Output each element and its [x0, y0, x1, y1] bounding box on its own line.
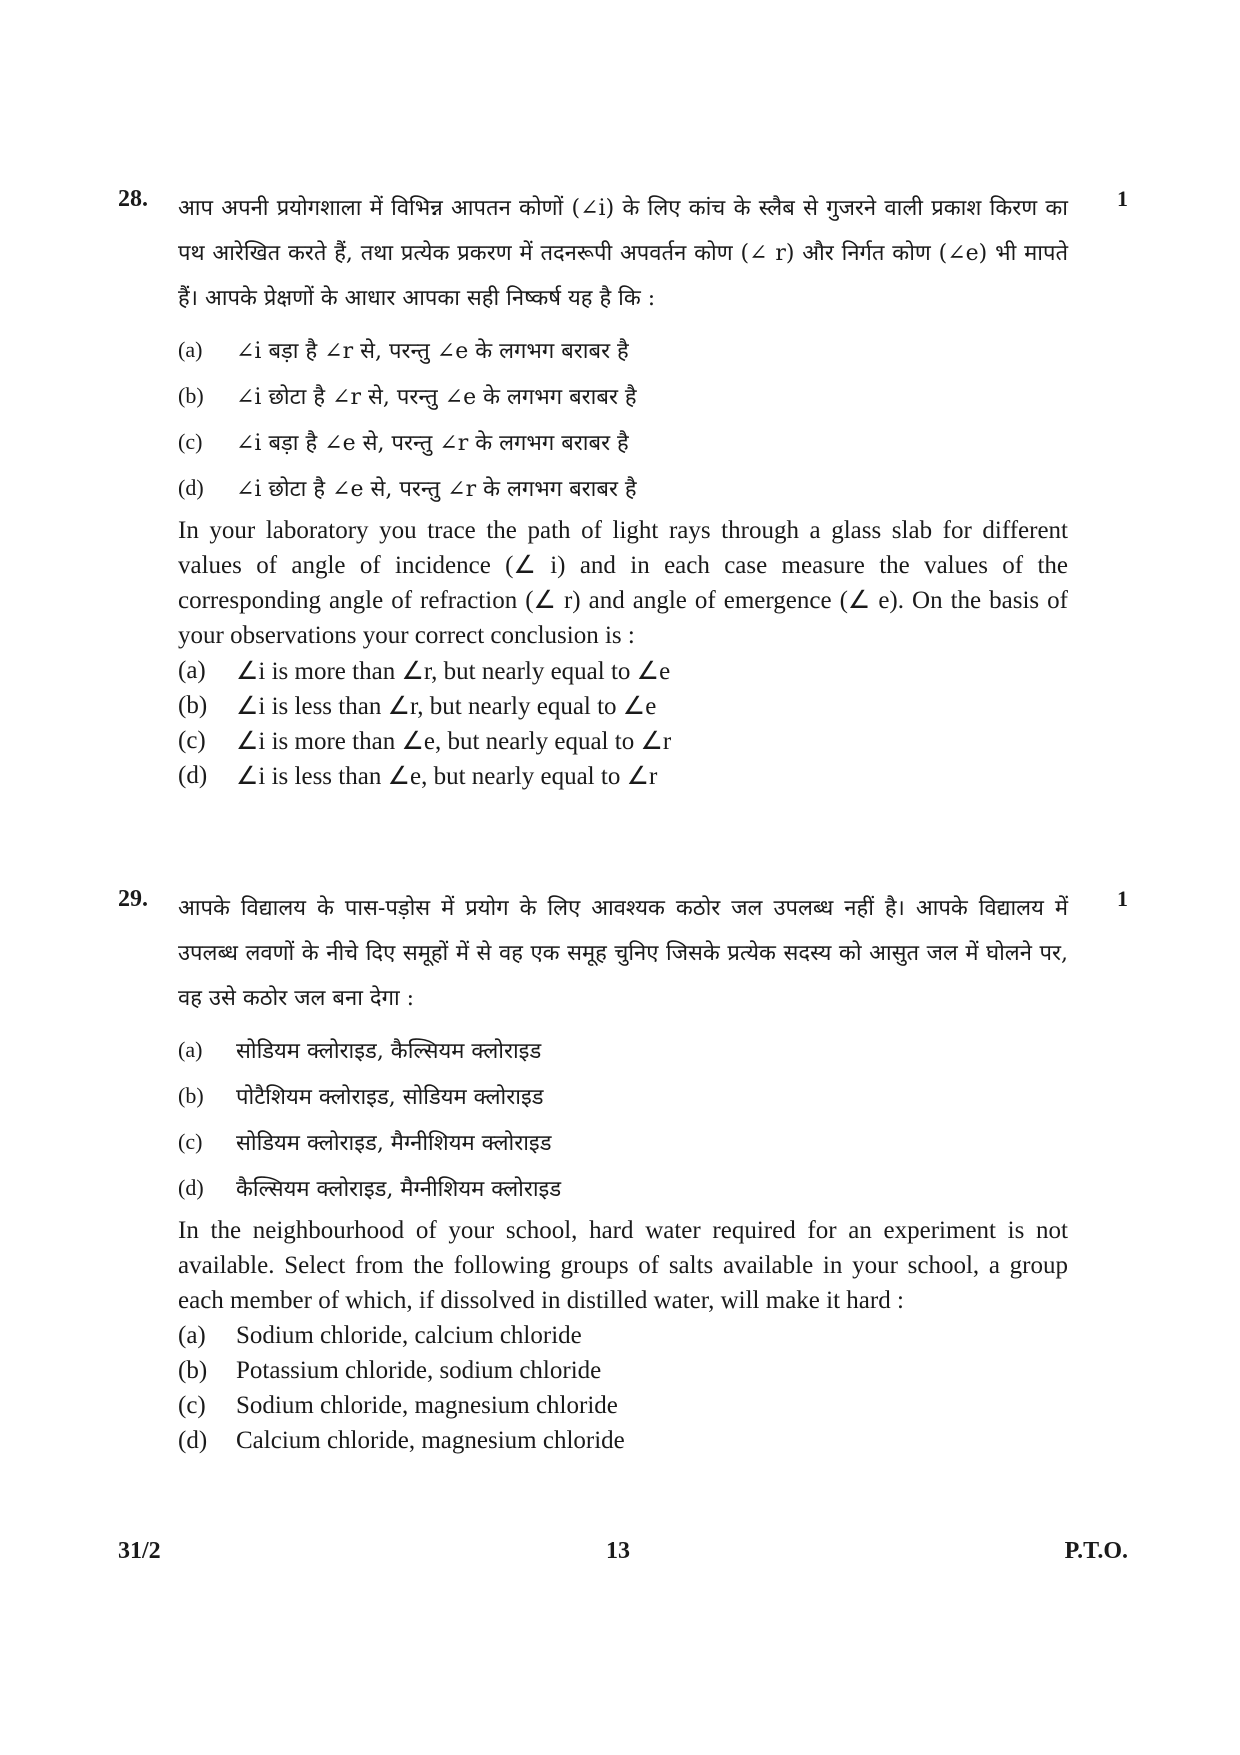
option-label: (a) [178, 1037, 203, 1062]
option [178, 1388, 1068, 1423]
option [178, 1318, 1068, 1353]
option-text: ∠i छोटा है ∠e से, परन्तु ∠r के लगभग बराबर है [236, 477, 637, 502]
option-text: ∠i is less than ∠e, but nearly equal to ∠r [236, 762, 658, 790]
paper-code: 31/2 [118, 1538, 161, 1564]
english-options [178, 653, 1068, 793]
option [178, 1073, 1068, 1119]
option [178, 327, 1068, 373]
option-label: (c) [178, 1391, 206, 1419]
option [178, 758, 1068, 793]
option-text: Sodium chloride, magnesium chloride [236, 1391, 618, 1419]
question-number: 28. [118, 186, 148, 212]
option [178, 373, 1068, 419]
option-text: ∠i बड़ा है ∠e से, परन्तु ∠r के लगभग बराबर है [236, 431, 629, 456]
page-footer [118, 1538, 1128, 1574]
option-text: Sodium chloride, calcium chloride [236, 1321, 582, 1349]
option [178, 419, 1068, 465]
english-stem: In your laboratory you trace the path of light rays through a glass slab for different values of angle of incidence (∠ i) and in each case measure the values of the corresponding angle of refraction (∠ r) and angle of emergence (∠ e). On the basis of your observations your correct conclusion is : [178, 517, 1068, 649]
option-label: (b) [178, 1083, 204, 1108]
english-options [178, 1318, 1068, 1458]
option [178, 1353, 1068, 1388]
hindi-stem: आप अपनी प्रयोगशाला में विभिन्न आपतन कोणों (∠i) के लिए कांच के स्लैब से गुजरने वाली प्रकाश किरण का पथ आरेखित करते हैं, तथा प्रत्येक प्रकरण में तदनरूपी अपवर्तन कोण (∠ r) और निर्गत कोण (∠e) भी मापते हैं। आपके प्रेक्षणों के आधार आपका सही निष्कर्ष यह है कि : [178, 196, 1068, 311]
option-text: सोडियम क्लोराइड, कैल्सियम क्लोराइड [236, 1039, 542, 1064]
pto-label: P.T.O. [1064, 1538, 1128, 1564]
option [178, 653, 1068, 688]
hindi-options [178, 327, 1068, 511]
question-marks: 1 [1117, 886, 1128, 911]
option-text: सोडियम क्लोराइड, मैग्नीशियम क्लोराइड [236, 1131, 552, 1156]
option-text: Calcium chloride, magnesium chloride [236, 1426, 625, 1454]
option-text: ∠i is more than ∠r, but nearly equal to ∠e [236, 657, 671, 685]
option-label: (c) [178, 1129, 203, 1154]
question-28 [118, 186, 1128, 793]
question-body [178, 186, 1068, 793]
option [178, 1165, 1068, 1211]
english-stem: In the neighbourhood of your school, hard water required for an experiment is not available. Select from the following groups of salts available in your school, a group each member of which, if dissolved in distilled water, will make it hard : [178, 1217, 1068, 1314]
option-label: (a) [178, 337, 203, 362]
question-body [178, 886, 1068, 1458]
option-text: Potassium chloride, sodium chloride [236, 1356, 602, 1384]
option-label: (b) [178, 691, 208, 719]
question-marks: 1 [1117, 186, 1128, 211]
option-text: ∠i बड़ा है ∠r से, परन्तु ∠e के लगभग बराबर है [236, 339, 629, 364]
option-label: (a) [178, 1321, 206, 1349]
question-number: 29. [118, 886, 148, 912]
option-text: ∠i छोटा है ∠r से, परन्तु ∠e के लगभग बराबर है [236, 385, 637, 410]
option [178, 723, 1068, 758]
option-label: (d) [178, 475, 204, 500]
option-text: कैल्सियम क्लोराइड, मैग्नीशियम क्लोराइड [236, 1177, 562, 1202]
option-label: (d) [178, 1175, 204, 1200]
hindi-stem: आपके विद्यालय के पास-पड़ोस में प्रयोग के लिए आवश्यक कठोर जल उपलब्ध नहीं है। आपके विद्यालय में उपलब्ध लवणों के नीचे दिए समूहों में से वह एक समूह चुनिए जिसके प्रत्येक सदस्य को आसुत जल में घोलने पर, वह उसे कठोर जल बना देगा : [178, 896, 1068, 1011]
option-label: (a) [178, 656, 206, 684]
option-text: ∠i is more than ∠e, but nearly equal to ∠r [236, 727, 672, 755]
option [178, 465, 1068, 511]
option-label: (c) [178, 429, 203, 454]
option [178, 1423, 1068, 1458]
option-label: (b) [178, 1356, 208, 1384]
question-29 [118, 886, 1128, 1458]
option-label: (c) [178, 726, 206, 754]
option-label: (d) [178, 761, 208, 789]
option-label: (b) [178, 383, 204, 408]
option-text: ∠i is less than ∠r, but nearly equal to ∠e [236, 692, 657, 720]
option-label: (d) [178, 1426, 208, 1454]
page-number: 13 [606, 1538, 630, 1564]
option-text: पोटैशियम क्लोराइड, सोडियम क्लोराइड [236, 1085, 544, 1110]
hindi-options [178, 1027, 1068, 1211]
option [178, 1027, 1068, 1073]
option [178, 688, 1068, 723]
option [178, 1119, 1068, 1165]
